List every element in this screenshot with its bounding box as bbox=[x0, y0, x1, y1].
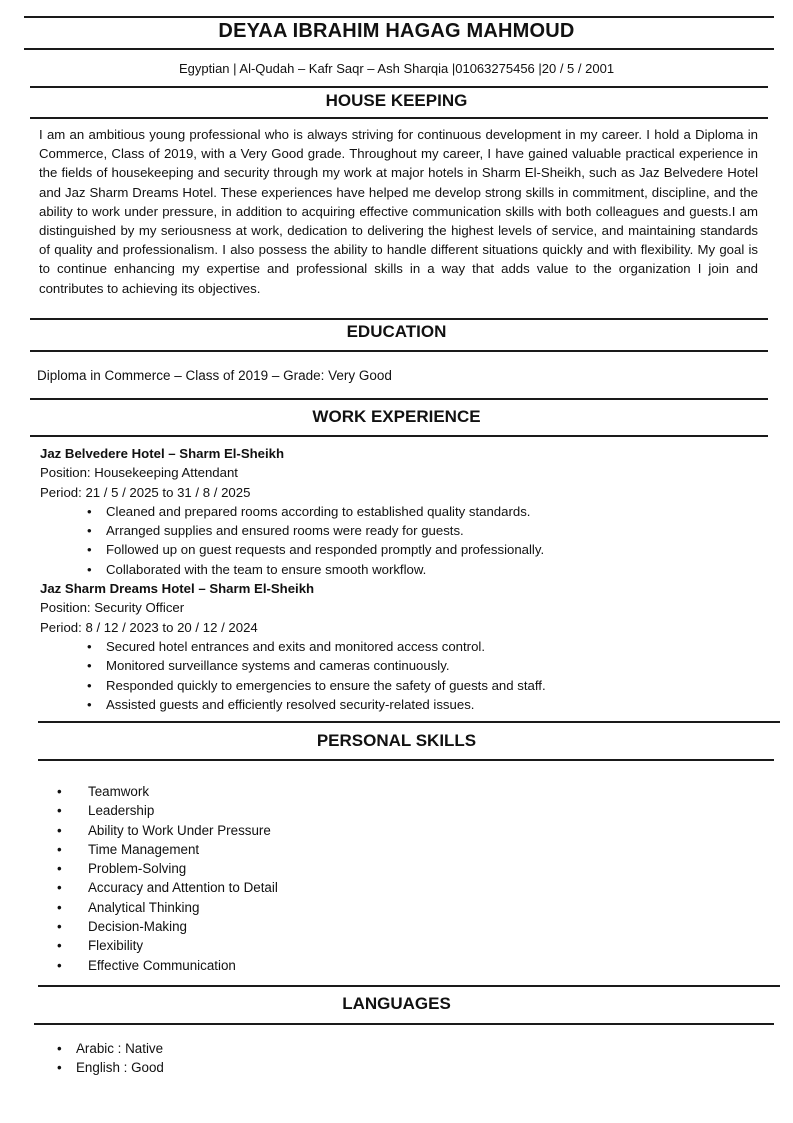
skill-item: • Accuracy and Attention to Detail bbox=[56, 878, 278, 897]
job-period: Period: 8 / 12 / 2023 to 20 / 12 / 2024 bbox=[40, 619, 258, 635]
job-duty-item: • Secured hotel entrances and exits and monitored access control. bbox=[40, 637, 760, 656]
contact-rule bbox=[30, 86, 768, 88]
name-rule bbox=[24, 48, 774, 50]
job-entry bbox=[40, 444, 760, 579]
skill-item: • Time Management bbox=[56, 840, 278, 859]
work-experience-list bbox=[40, 444, 760, 714]
skills-rule bbox=[38, 759, 774, 761]
language-item: • English : Good bbox=[56, 1059, 164, 1078]
work-end-rule bbox=[38, 721, 780, 723]
job-entry bbox=[40, 579, 760, 714]
skill-item: • Ability to Work Under Pressure bbox=[56, 821, 278, 840]
summary-end-rule bbox=[30, 318, 768, 320]
skill-item: • Problem-Solving bbox=[56, 859, 278, 878]
job-employer: Jaz Belvedere Hotel – Sharm El-Sheikh bbox=[40, 446, 285, 461]
objective-heading: HOUSE KEEPING bbox=[325, 91, 468, 110]
job-employer: Jaz Sharm Dreams Hotel – Sharm El-Sheikh bbox=[40, 581, 315, 597]
languages-heading: LANGUAGES bbox=[342, 994, 451, 1013]
job-duty-item: • Monitored surveillance systems and cameras continuously. bbox=[40, 656, 760, 675]
languages-list bbox=[56, 1040, 164, 1077]
language-item: • Arabic : Native bbox=[56, 1040, 164, 1059]
skills-end-rule bbox=[38, 985, 780, 987]
contact-line: Egyptian | Al-Qudah – Kafr Saqr – Ash Sharqia |01063275456 |20 / 5 / 2001 bbox=[178, 61, 615, 76]
job-duty-item: • Responded quickly to emergencies to ensure the safety of guests and staff. bbox=[40, 676, 760, 695]
education-rule bbox=[30, 350, 768, 352]
skill-item: • Flexibility bbox=[56, 936, 278, 955]
skill-item: • Teamwork bbox=[56, 782, 278, 801]
skill-item: • Decision-Making bbox=[56, 917, 278, 936]
job-duty-item: • Followed up on guest requests and responded promptly and professionally. bbox=[40, 540, 760, 559]
job-duty-item: • Arranged supplies and ensured rooms were ready for guests. bbox=[40, 521, 760, 540]
job-period: Period: 21 / 5 / 2025 to 31 / 8 / 2025 bbox=[40, 484, 251, 500]
languages-rule bbox=[34, 1023, 774, 1025]
education-end-rule bbox=[30, 398, 768, 400]
skills-list bbox=[56, 782, 278, 975]
job-duties bbox=[40, 637, 760, 714]
work-rule bbox=[30, 435, 768, 437]
skill-item: • Leadership bbox=[56, 801, 278, 820]
objective-text: I am an ambitious young professional who is always striving for continuous development in my career. I hold a Diploma in Commerce, Class of 2019, with a Very Good grade. Throughout my career, I have gained valuable practical experience in the fields of housekeeping and security through my work at major hotels in Sharm El-Sheikh, such as Jaz Belvedere Hotel and Jaz Sharm Dreams Hotel. These experiences have helped me develop strong skills in commitment, discipline, and the ability to work under pressure, in addition to acquiring effective communication skills with both colleagues and guests.I am distinguished by my seriousness at work, dedication to delivering the highest levels of service, and maintaining standards of quality and professionalism. I also possess the ability to handle different situations quickly and with flexibility. My goal is to continue enhancing my expertise and professional skills in a way that adds value to the organization I join and contributes to achieving its objectives. bbox=[39, 127, 758, 296]
job-position: Position: Security Officer bbox=[40, 600, 185, 616]
skill-item: • Effective Communication bbox=[56, 956, 278, 975]
top-rule bbox=[24, 16, 774, 18]
job-duties bbox=[40, 502, 760, 579]
job-duty-item: • Assisted guests and efficiently resolved security-related issues. bbox=[40, 695, 760, 714]
education-heading: EDUCATION bbox=[346, 322, 447, 341]
skill-item: • Analytical Thinking bbox=[56, 898, 278, 917]
job-duty-item: • Cleaned and prepared rooms according to established quality standards. bbox=[40, 502, 760, 521]
job-duty-item: • Collaborated with the team to ensure smooth workflow. bbox=[40, 560, 760, 579]
skills-heading: PERSONAL SKILLS bbox=[316, 731, 477, 750]
objective-rule bbox=[30, 117, 768, 119]
job-position: Position: Housekeeping Attendant bbox=[40, 465, 238, 481]
education-entry: Diploma in Commerce – Class of 2019 – Grade: Very Good bbox=[37, 368, 392, 383]
work-heading: WORK EXPERIENCE bbox=[312, 407, 481, 426]
candidate-name: DEYAA IBRAHIM HAGAG MAHMOUD bbox=[218, 20, 575, 42]
